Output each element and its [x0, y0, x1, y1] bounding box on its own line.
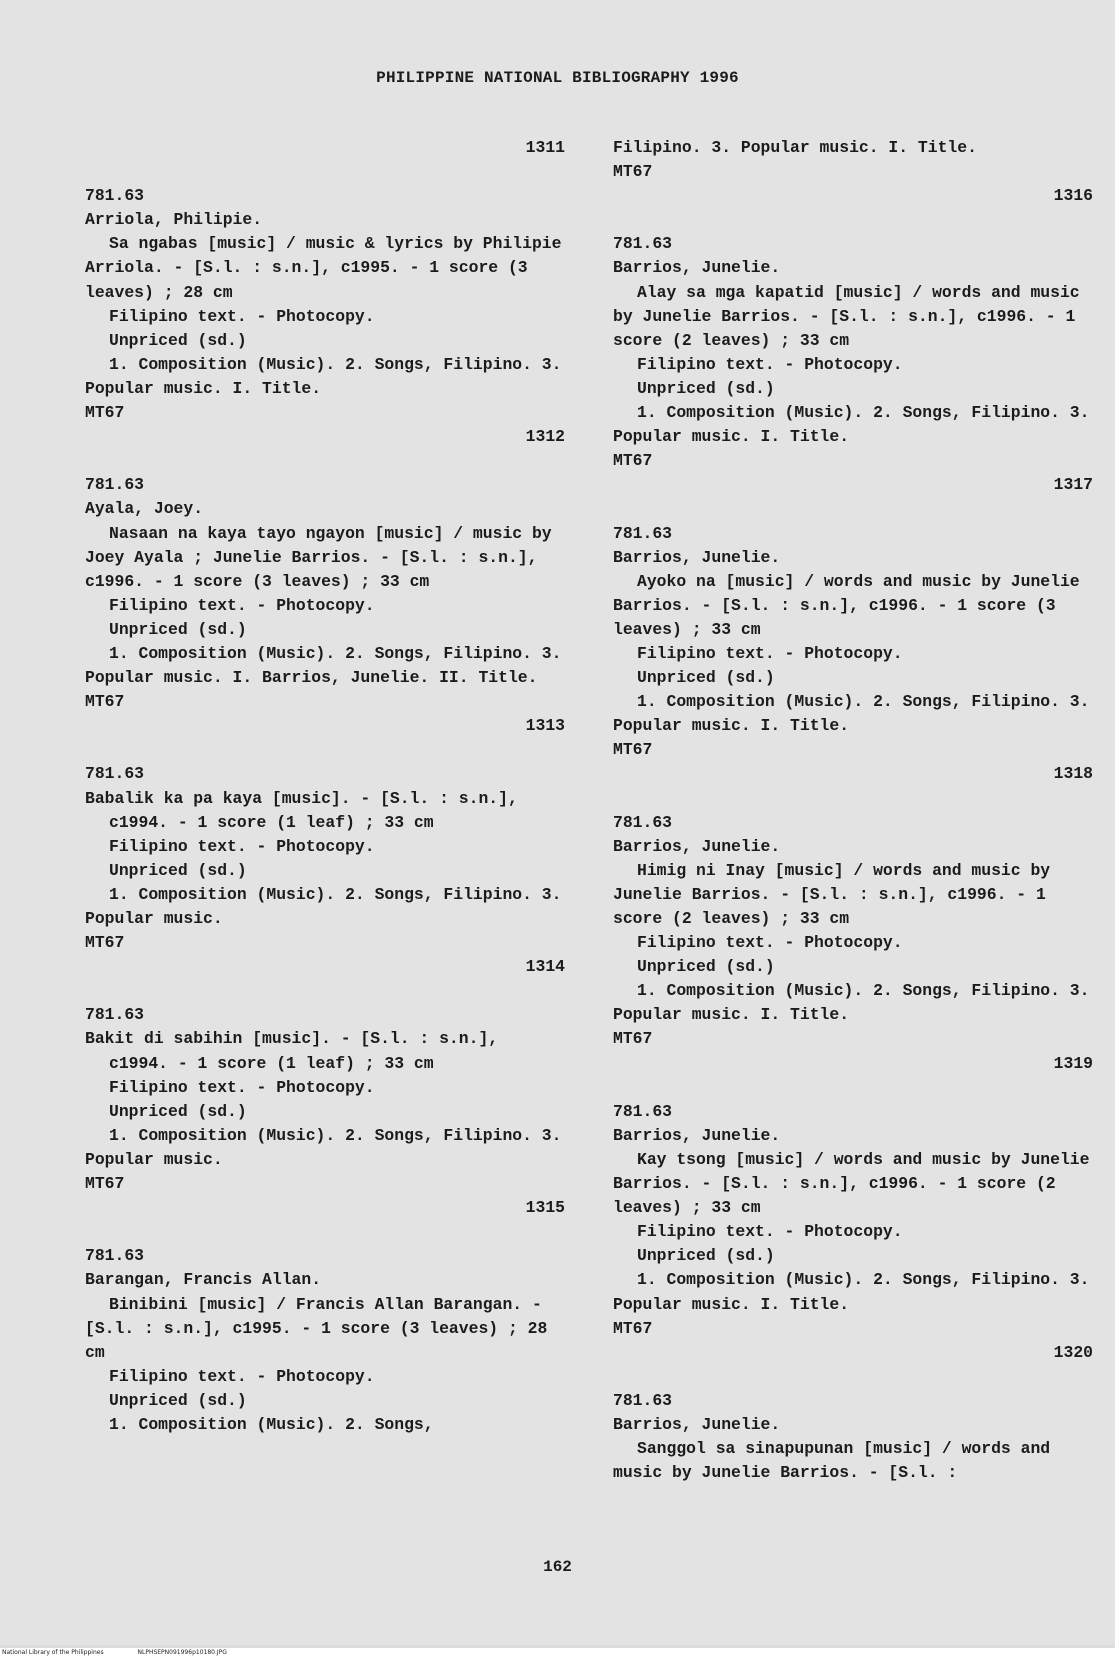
entry-line: 1. Composition (Music). 2. Songs, Filipino. 3. Popular music. I. Title. [613, 1270, 1090, 1314]
entry-number: 1320 [1053, 1342, 1093, 1362]
bibliography-entry [613, 473, 1093, 762]
entry-line: MT67 [613, 1029, 653, 1049]
entry-line: Unpriced (sd.) [109, 860, 247, 880]
entry-line: Unpriced (sd.) [637, 957, 775, 977]
entry-line: 781.63 [613, 1101, 673, 1121]
bibliography-entry [613, 184, 1093, 473]
entry-line: Bakit di sabihin [music]. - [S.l. : s.n.], c1994. - 1 score (1 leaf) ; 33 cm [85, 1029, 499, 1073]
scan-filename: NLPHSEPN091996p10180.JPG [137, 1649, 227, 1656]
entry-line: Filipino text. - Photocopy. [109, 1077, 375, 1097]
page-title: PHILIPPINE NATIONAL BIBLIOGRAPHY 1996 [376, 69, 739, 87]
entry-line: 781.63 [613, 1390, 673, 1410]
entry-line: MT67 [85, 1174, 125, 1194]
bibliography-entry [85, 1196, 565, 1437]
entry-line: MT67 [613, 1318, 653, 1338]
entry-line: Filipino text. - Photocopy. [109, 595, 375, 615]
entry-line: Ayala, Joey. [85, 499, 204, 519]
entry-line: Alay sa mga kapatid [music] / words and music by Junelie Barrios. - [S.l. : s.n.], c1996. - 1 score (2 leaves) ; 33 cm [613, 282, 1080, 350]
entry-line: MT67 [613, 740, 653, 760]
entry-line: MT67 [613, 451, 653, 471]
entry-line: 781.63 [85, 764, 145, 784]
entry-line: Nasaan na kaya tayo ngayon [music] / music by Joey Ayala ; Junelie Barrios. - [S.l. : s.n.], c1996. - 1 score (3 leaves) ; 33 cm [85, 523, 552, 591]
bibliography-entry [85, 714, 565, 955]
entry-line: 1. Composition (Music). 2. Songs, Filipino. 3. Popular music. [85, 884, 562, 928]
entry-line: 781.63 [85, 1246, 145, 1266]
entry-number: 1315 [525, 1198, 565, 1218]
bibliography-entry [613, 1052, 1093, 1341]
entry-line: Babalik ka pa kaya [music]. - [S.l. : s.n.], c1994. - 1 score (1 leaf) ; 33 cm [85, 788, 518, 832]
entry-number: 1317 [1053, 475, 1093, 495]
entry-line: Binibini [music] / Francis Allan Barangan. - [S.l. : s.n.], c1995. - 1 score (3 leaves) ; 28 cm [85, 1294, 548, 1362]
entry-number: 1318 [1053, 764, 1093, 784]
entry-line: 781.63 [85, 1005, 145, 1025]
bibliography-entry [85, 136, 565, 425]
entry-line: 1. Composition (Music). 2. Songs, Filipino. 3. Popular music. I. Barrios, Junelie. II. Title. [85, 643, 562, 688]
entry-line: Unpriced (sd.) [109, 1101, 247, 1121]
entry-number: 1314 [525, 957, 565, 977]
entry-line: 781.63 [613, 523, 673, 543]
entry-line: Filipino text. - Photocopy. [109, 1366, 375, 1386]
entry-line: 1. Composition (Music). 2. Songs, Filipino. 3. Popular music. I. Title. [85, 354, 562, 398]
entry-number: 1319 [1053, 1053, 1093, 1073]
entry-line: Unpriced (sd.) [637, 668, 775, 688]
entry-line: MT67 [613, 162, 653, 182]
scan-footer [0, 1648, 1115, 1658]
entry-line: 1. Composition (Music). 2. Songs, Filipino. 3. Popular music. I. Title. [613, 403, 1090, 447]
entry-number: 1316 [1053, 186, 1093, 206]
entry-line: Filipino text. - Photocopy. [637, 933, 903, 953]
entry-line: 781.63 [613, 812, 673, 832]
entry-line: Sa ngabas [music] / music & lyrics by Philipie Arriola. - [S.l. : s.n.], c1995. - 1 score (3 leaves) ; 28 cm [85, 234, 562, 302]
entry-number: 1311 [525, 138, 565, 157]
entry-line: 781.63 [85, 475, 145, 495]
entry-line: MT67 [85, 692, 125, 712]
entry-line: Filipino text. - Photocopy. [637, 354, 903, 374]
entry-line: Barrios, Junelie. [613, 1125, 781, 1145]
entry-line: Ayoko na [music] / words and music by Junelie Barrios. - [S.l. : s.n.], c1996. - 1 score (3 leaves) ; 33 cm [613, 571, 1080, 639]
left-column [85, 136, 565, 1437]
library-credit: National Library of the Philippines [2, 1649, 104, 1656]
bibliography-entry [85, 955, 565, 1196]
entry-line: 1. Composition (Music). 2. Songs, Filipino. 3. Popular music. I. Title. [613, 981, 1090, 1025]
entry-line: Filipino text. - Photocopy. [109, 836, 375, 856]
bibliography-entry [85, 425, 565, 714]
bibliography-entry [613, 762, 1093, 1051]
entry-line: MT67 [85, 403, 125, 423]
entry-line: Filipino text. - Photocopy. [637, 643, 903, 663]
entry-line: MT67 [85, 933, 125, 953]
entry-line: Sanggol sa sinapupunan [music] / words and music by Junelie Barrios. - [S.l. : [613, 1439, 1051, 1483]
entry-line: Arriola, Philipie. [85, 210, 263, 230]
entry-line: 1. Composition (Music). 2. Songs, Filipino. 3. Popular music. [85, 1125, 562, 1169]
entry-line: Unpriced (sd.) [109, 330, 247, 350]
entry-line: 1. Composition (Music). 2. Songs, Filipino. 3. Popular music. I. Title. [613, 692, 1090, 736]
entry-line: Unpriced (sd.) [637, 378, 775, 398]
entry-line: Filipino text. - Photocopy. [109, 306, 375, 326]
entry-number: 1312 [525, 427, 565, 447]
entry-line: Unpriced (sd.) [109, 1390, 247, 1410]
entry-line: Barrios, Junelie. [613, 836, 781, 856]
entry-line: Kay tsong [music] / words and music by Junelie Barrios. - [S.l. : s.n.], c1996. - 1 score (2 leaves) ; 33 cm [613, 1149, 1090, 1218]
entry-line: Himig ni Inay [music] / words and music by Junelie Barrios. - [S.l. : s.n.], c1996. - 1 score (2 leaves) ; 33 cm [613, 860, 1051, 928]
entry-line: Barangan, Francis Allan. [85, 1270, 322, 1290]
entry-number: 1313 [525, 716, 565, 736]
entry-line: Filipino text. - Photocopy. [637, 1222, 903, 1242]
entry-line: 781.63 [613, 234, 673, 254]
right-column [613, 136, 1093, 1485]
entry-line: 781.63 [85, 186, 145, 206]
entry-line: Barrios, Junelie. [613, 1414, 781, 1434]
bibliography-entry [613, 1341, 1093, 1486]
entry-line: Barrios, Junelie. [613, 258, 781, 278]
entry-line: 1. Composition (Music). 2. Songs, [109, 1414, 434, 1434]
page-number: 162 [543, 1558, 572, 1576]
entry-line: Unpriced (sd.) [109, 619, 247, 639]
entry-line: Filipino. 3. Popular music. I. Title. [613, 138, 977, 157]
entry-line: Barrios, Junelie. [613, 547, 781, 567]
bibliography-entry [613, 136, 1093, 184]
entry-line: Unpriced (sd.) [637, 1246, 775, 1266]
